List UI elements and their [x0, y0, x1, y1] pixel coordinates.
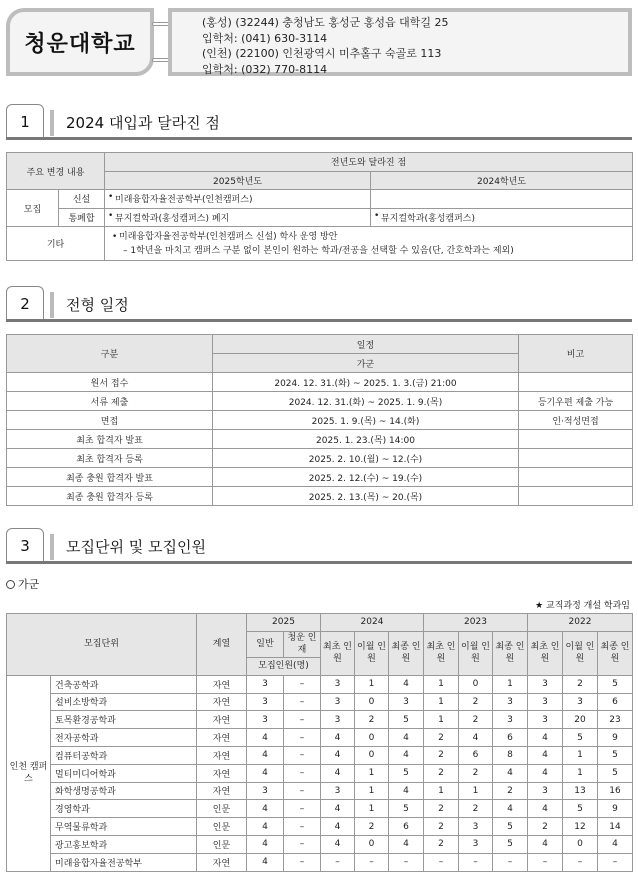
table-row: [7, 487, 633, 506]
count-cell: 0: [355, 729, 389, 747]
table-row: [7, 818, 633, 836]
count-cell: 3: [321, 675, 355, 693]
count-cell: 2: [424, 835, 459, 853]
table-row: [7, 227, 633, 261]
col-header-recruit: 모집인원(명): [247, 657, 321, 675]
col-header-type: 구분: [7, 335, 213, 373]
count-cell: 3: [493, 711, 528, 729]
contact-line: (인천) (22100) 인천광역시 미추홀구 숙골로 113: [202, 47, 442, 60]
count-cell: 2: [459, 800, 493, 818]
count-cell: 2: [424, 818, 459, 836]
count-cell: 1: [355, 764, 389, 782]
schedule-note-cell: 인·적성면접: [519, 411, 633, 430]
table-row: [7, 430, 633, 449]
count-cell: 5: [493, 835, 528, 853]
field-cell: 자연: [197, 782, 247, 800]
count-cell: 5: [389, 711, 424, 729]
count-cell: 4: [389, 782, 424, 800]
table-row: [7, 190, 633, 209]
general-cell: 4: [247, 853, 284, 871]
col-header-transfer: 이월 인원: [459, 631, 493, 675]
count-cell: 5: [563, 800, 598, 818]
contact-info-box: [168, 8, 632, 76]
count-cell: 1: [424, 711, 459, 729]
section-number: 1: [6, 104, 44, 138]
general-cell: 4: [247, 818, 284, 836]
count-cell: 3: [528, 675, 563, 693]
legend-note: ★ 교직과정 개설 학과임: [535, 601, 630, 611]
count-cell: 8: [493, 746, 528, 764]
count-cell: 5: [493, 818, 528, 836]
count-cell: 4: [598, 835, 633, 853]
table-row: [7, 853, 633, 871]
count-cell: 1: [424, 782, 459, 800]
field-cell: 자연: [197, 693, 247, 711]
count-cell: 13: [563, 782, 598, 800]
section-bar: [50, 292, 54, 318]
section-title: 2024 대입과 달라진 점: [66, 114, 220, 132]
count-cell: 1: [563, 746, 598, 764]
general-cell: 3: [247, 675, 284, 693]
general-cell: 4: [247, 729, 284, 747]
cheongun-cell: –: [284, 853, 321, 871]
count-cell: 2: [459, 764, 493, 782]
cheongun-cell: –: [284, 729, 321, 747]
count-cell: 2: [355, 818, 389, 836]
section-bar: [50, 534, 54, 560]
count-cell: 12: [563, 818, 598, 836]
count-cell: 2: [493, 782, 528, 800]
cheongun-cell: –: [284, 782, 321, 800]
unit-name-cell: 미래융합자율전공학부: [51, 853, 197, 871]
section-bar: [50, 110, 54, 136]
col-header-2025: 2025학년도: [105, 171, 371, 190]
count-cell: 1: [459, 782, 493, 800]
cell-2025: • 뮤지컬학과(홍성캠퍼스) 폐지: [105, 208, 371, 227]
count-cell: 3: [493, 693, 528, 711]
section-number: 2: [6, 286, 44, 320]
table-row: [7, 411, 633, 430]
field-cell: 인문: [197, 818, 247, 836]
table-row: [7, 392, 633, 411]
count-cell: 6: [598, 693, 633, 711]
unit-name-cell: 건축공학과: [51, 675, 197, 693]
general-cell: 3: [247, 711, 284, 729]
section-rule: [6, 137, 632, 140]
count-cell: 2: [424, 800, 459, 818]
cheongun-cell: –: [284, 693, 321, 711]
count-cell: 2: [563, 675, 598, 693]
table-row: [7, 800, 633, 818]
col-header-schedule: 일정: [213, 335, 519, 354]
count-cell: 4: [321, 764, 355, 782]
schedule-date-cell: 2024. 12. 31.(화) ~ 2025. 1. 3.(금) 21:00: [213, 373, 519, 392]
col-header-first: 최초 인원: [321, 631, 355, 675]
schedule-type-cell: 최종 충원 합격자 등록: [7, 487, 213, 506]
col-header-transfer: 이월 인원: [563, 631, 598, 675]
schedule-date-cell: 2025. 1. 9.(목) ~ 14.(화): [213, 411, 519, 430]
schedule-type-cell: 최초 합격자 등록: [7, 449, 213, 468]
count-cell: 4: [321, 835, 355, 853]
count-cell: 1: [355, 800, 389, 818]
count-cell: 2: [528, 818, 563, 836]
contact-line: 입학처: (032) 770-8114: [202, 62, 328, 76]
count-cell: 4: [321, 800, 355, 818]
schedule-note-cell: [519, 487, 633, 506]
col-header-field: 계열: [197, 614, 247, 676]
schedule-note-cell: [519, 373, 633, 392]
unit-name-cell: 광고홍보학과: [51, 835, 197, 853]
count-cell: 4: [321, 746, 355, 764]
row-label: 신설: [59, 190, 105, 209]
schedule-date-cell: 2025. 2. 10.(월) ~ 12.(수): [213, 449, 519, 468]
unit-name-cell: 컴퓨터공학과: [51, 746, 197, 764]
count-cell: –: [321, 853, 355, 871]
field-cell: 자연: [197, 764, 247, 782]
table-row: [7, 208, 633, 227]
table-row: [7, 468, 633, 487]
col-header-main: 주요 변경 내용: [7, 153, 105, 190]
count-cell: 23: [598, 711, 633, 729]
field-cell: 인문: [197, 835, 247, 853]
count-cell: 4: [528, 800, 563, 818]
unit-name-cell: 토목환경공학과: [51, 711, 197, 729]
schedule-type-cell: 최종 충원 합격자 발표: [7, 468, 213, 487]
cheongun-cell: –: [284, 835, 321, 853]
field-cell: 자연: [197, 675, 247, 693]
col-header-first: 최초 인원: [424, 631, 459, 675]
count-cell: 4: [528, 835, 563, 853]
count-cell: 2: [459, 693, 493, 711]
field-cell: 자연: [197, 853, 247, 871]
contact-line: 입학처: (041) 630-3114: [202, 31, 328, 45]
table-row: [7, 675, 633, 693]
unit-name-cell: 화학생명공학과: [51, 782, 197, 800]
col-header-final: 최종 인원: [493, 631, 528, 675]
section-rule: [6, 319, 632, 322]
section-heading-3: [6, 528, 632, 564]
col-header-2024: 2024학년도: [371, 171, 633, 190]
count-cell: 5: [389, 800, 424, 818]
count-cell: 4: [528, 729, 563, 747]
count-cell: 2: [424, 746, 459, 764]
col-header-ga: 가군: [213, 354, 519, 373]
count-cell: 4: [493, 764, 528, 782]
count-cell: 3: [563, 693, 598, 711]
cheongun-cell: –: [284, 675, 321, 693]
count-cell: 9: [598, 729, 633, 747]
etc-line: • 미래융합자율전공학부(인천캠퍼스 신설) 학사 운영 방안: [109, 230, 628, 244]
count-cell: 4: [389, 729, 424, 747]
table-row: [7, 782, 633, 800]
cell-2025: • 미래융합자율전공학부(인천캠퍼스): [105, 190, 371, 209]
year-header: 2024: [321, 614, 424, 632]
schedule-type-cell: 서류 제출: [7, 392, 213, 411]
schedule-note-cell: [519, 430, 633, 449]
count-cell: –: [459, 853, 493, 871]
table-row: [7, 764, 633, 782]
cheongun-cell: –: [284, 800, 321, 818]
count-cell: 3: [528, 782, 563, 800]
field-cell: 자연: [197, 711, 247, 729]
count-cell: 0: [355, 746, 389, 764]
count-cell: 6: [493, 729, 528, 747]
count-cell: 0: [355, 693, 389, 711]
count-cell: 1: [424, 693, 459, 711]
row-group-label: 모집: [7, 190, 59, 227]
count-cell: 3: [389, 693, 424, 711]
table-row: [7, 693, 633, 711]
etc-line: – 1학년을 마치고 캠퍼스 구분 없이 본인이 원하는 학과/전공을 선택할 수 있음(단, 간호학과는 제외): [123, 246, 514, 256]
section-heading-1: [6, 104, 632, 140]
count-cell: 4: [321, 818, 355, 836]
count-cell: –: [563, 853, 598, 871]
schedule-note-cell: [519, 468, 633, 487]
count-cell: –: [598, 853, 633, 871]
subsection-heading: [6, 576, 39, 592]
count-cell: 4: [493, 800, 528, 818]
section-rule: [6, 561, 632, 564]
count-cell: 1: [355, 675, 389, 693]
unit-name-cell: 설비소방학과: [51, 693, 197, 711]
count-cell: 1: [355, 782, 389, 800]
count-cell: 4: [389, 746, 424, 764]
col-header-transfer: 이월 인원: [355, 631, 389, 675]
table-row: [7, 746, 633, 764]
col-header-final: 최종 인원: [389, 631, 424, 675]
count-cell: 14: [598, 818, 633, 836]
year-header: 2023: [424, 614, 528, 632]
count-cell: 5: [598, 746, 633, 764]
count-cell: 5: [598, 764, 633, 782]
col-header-final: 최종 인원: [598, 631, 633, 675]
count-cell: 5: [563, 729, 598, 747]
cheongun-cell: –: [284, 711, 321, 729]
general-cell: 4: [247, 764, 284, 782]
count-cell: 2: [424, 729, 459, 747]
count-cell: 4: [459, 729, 493, 747]
count-cell: 4: [321, 729, 355, 747]
count-cell: –: [528, 853, 563, 871]
count-cell: 3: [528, 693, 563, 711]
count-cell: 4: [389, 675, 424, 693]
table-row: [7, 711, 633, 729]
count-cell: 3: [459, 835, 493, 853]
table-row: [7, 373, 633, 392]
cell-2024: • 뮤지컬학과(홍성캠퍼스): [371, 208, 633, 227]
col-header-general: 일반: [247, 631, 284, 657]
university-name: 청운대학교: [24, 31, 136, 57]
subsection-label: 가군: [18, 578, 40, 591]
year-header: 2022: [528, 614, 633, 632]
table-row: [7, 729, 633, 747]
schedule-date-cell: 2025. 2. 12.(수) ~ 19.(수): [213, 468, 519, 487]
general-cell: 3: [247, 782, 284, 800]
row-label: 통폐합: [59, 208, 105, 227]
cheongun-cell: –: [284, 818, 321, 836]
count-cell: 4: [389, 835, 424, 853]
count-cell: 3: [528, 711, 563, 729]
count-cell: 1: [493, 675, 528, 693]
count-cell: 9: [598, 800, 633, 818]
count-cell: 0: [355, 835, 389, 853]
schedule-type-cell: 면접: [7, 411, 213, 430]
count-cell: 0: [563, 835, 598, 853]
col-header-note: 비고: [519, 335, 633, 373]
table-row: [7, 835, 633, 853]
count-cell: –: [424, 853, 459, 871]
field-cell: 자연: [197, 729, 247, 747]
count-cell: 20: [563, 711, 598, 729]
count-cell: 2: [459, 711, 493, 729]
count-cell: 6: [459, 746, 493, 764]
schedule-note-cell: 등기우편 제출 가능: [519, 392, 633, 411]
general-cell: 4: [247, 835, 284, 853]
schedule-type-cell: 최초 합격자 발표: [7, 430, 213, 449]
unit-name-cell: 경영학과: [51, 800, 197, 818]
schedule-type-cell: 원서 접수: [7, 373, 213, 392]
section-title: 전형 일정: [66, 296, 129, 314]
etc-cell: [105, 227, 633, 261]
table-row: [7, 449, 633, 468]
count-cell: 16: [598, 782, 633, 800]
field-cell: 인문: [197, 800, 247, 818]
count-cell: 5: [389, 764, 424, 782]
contact-line: (홍성) (32244) 충청남도 홍성군 홍성읍 대학길 25: [202, 16, 449, 29]
count-cell: 3: [321, 711, 355, 729]
schedule-date-cell: 2025. 2. 13.(목) ~ 20.(목): [213, 487, 519, 506]
count-cell: 4: [528, 764, 563, 782]
count-cell: 1: [563, 764, 598, 782]
count-cell: 2: [355, 711, 389, 729]
count-cell: 1: [424, 675, 459, 693]
row-label: 기타: [7, 227, 105, 261]
university-name-box: [6, 8, 154, 76]
section-title: 모집단위 및 모집인원: [66, 538, 206, 556]
field-cell: 자연: [197, 746, 247, 764]
count-cell: 4: [528, 746, 563, 764]
section-number: 3: [6, 528, 44, 562]
col-header-unit: 모집단위: [7, 614, 197, 676]
col-header-diff: 전년도와 달라진 점: [105, 153, 633, 172]
count-cell: 6: [389, 818, 424, 836]
schedule-note-cell: [519, 449, 633, 468]
year-header: 2025: [247, 614, 321, 632]
count-cell: –: [493, 853, 528, 871]
count-cell: 5: [598, 675, 633, 693]
circle-icon: [6, 580, 15, 589]
cell-2024: [371, 190, 633, 209]
cheongun-cell: –: [284, 746, 321, 764]
count-cell: –: [355, 853, 389, 871]
count-cell: 3: [459, 818, 493, 836]
schedule-table: [6, 334, 633, 506]
schedule-date-cell: 2025. 1. 23.(목) 14:00: [213, 430, 519, 449]
col-header-first: 최초 인원: [528, 631, 563, 675]
campus-cell: 인천 캠퍼스: [7, 675, 51, 871]
general-cell: 4: [247, 800, 284, 818]
count-cell: –: [389, 853, 424, 871]
count-cell: 0: [459, 675, 493, 693]
unit-name-cell: 무역물류학과: [51, 818, 197, 836]
unit-name-cell: 멀티미디어학과: [51, 764, 197, 782]
col-header-cheongun: 청운 인재: [284, 631, 321, 657]
general-cell: 4: [247, 746, 284, 764]
count-cell: 2: [424, 764, 459, 782]
count-cell: 3: [321, 782, 355, 800]
recruitment-table: [6, 613, 633, 872]
unit-name-cell: 전자공학과: [51, 729, 197, 747]
section-heading-2: [6, 286, 632, 322]
schedule-date-cell: 2024. 12. 31.(화) ~ 2025. 1. 9.(목): [213, 392, 519, 411]
changes-table: [6, 152, 633, 261]
cheongun-cell: –: [284, 764, 321, 782]
count-cell: 3: [321, 693, 355, 711]
general-cell: 3: [247, 693, 284, 711]
